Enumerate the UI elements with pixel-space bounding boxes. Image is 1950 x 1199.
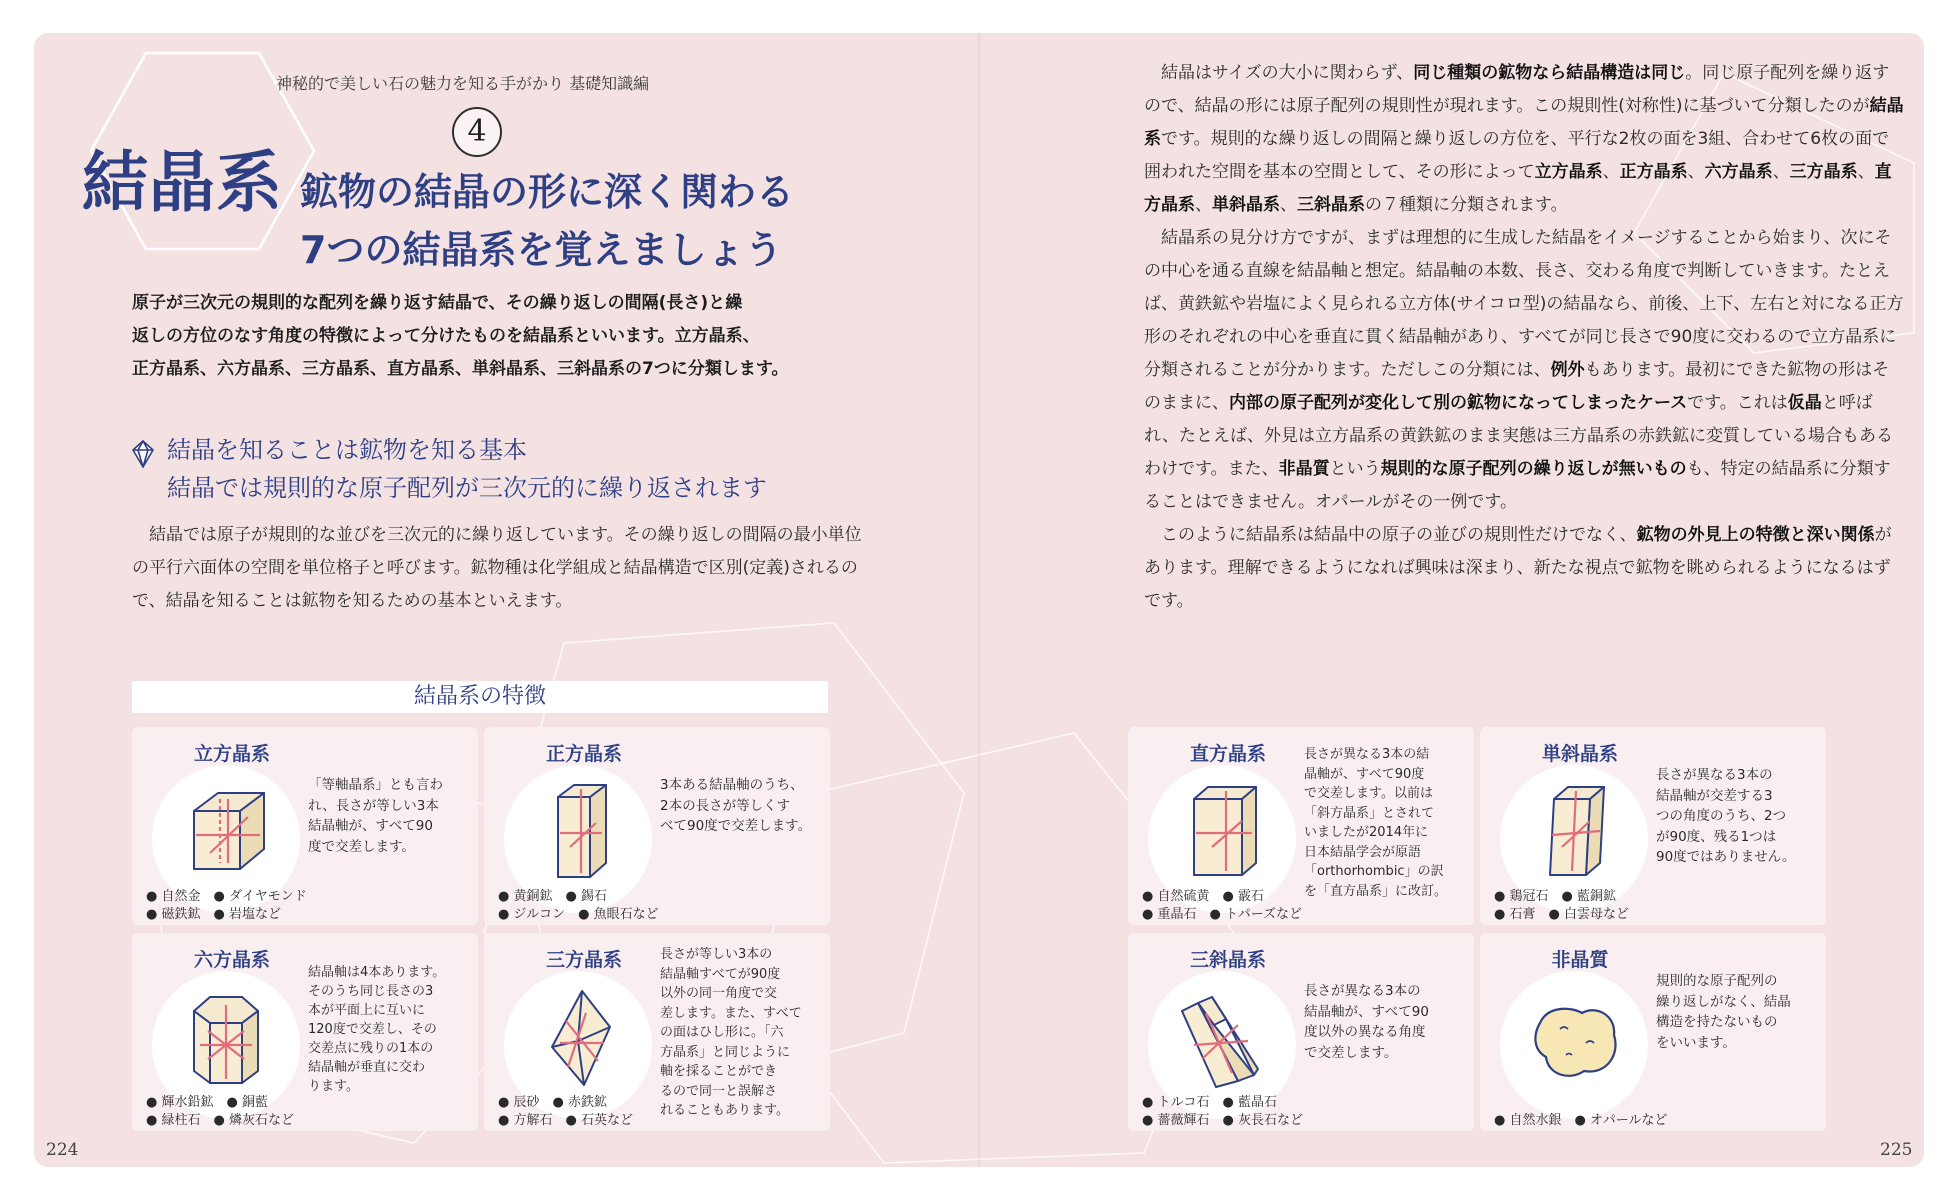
card-examples-2: ● 重晶石 ● トパーズなど — [1142, 907, 1303, 922]
chapter-number: 4 — [452, 107, 502, 157]
desc-line: 長さが等しい3本の — [660, 947, 773, 962]
amorphous-blob-icon — [1520, 983, 1630, 1093]
emphasis-text: 単斜晶系 — [1212, 195, 1280, 215]
desc-line: 結晶軸が、すべて90 — [1304, 1003, 1429, 1020]
card-title: 三方晶系 — [545, 949, 622, 971]
card-examples-2: ● ジルコン ● 魚眼石など — [498, 907, 659, 922]
card-description — [308, 963, 445, 1096]
desc-line: べて90度で交差します。 — [660, 818, 812, 834]
card-examples-2: ● 薔薇輝石 ● 灰長石など — [1142, 1113, 1303, 1128]
desc-line: 90度ではありません。 — [1656, 849, 1796, 865]
body-text: 、 — [1857, 162, 1875, 182]
card-examples-1: ● 黄銅鉱 ● 錫石 — [498, 889, 607, 904]
card-description — [1304, 745, 1447, 901]
desc-line: 構造を持たないもの — [1656, 1014, 1778, 1030]
emphasis-text: 六方晶系 — [1704, 162, 1773, 182]
paragraph-1 — [1144, 57, 1904, 222]
emphasis-text: 結晶系 — [1144, 96, 1904, 149]
card-examples-1: ● 辰砂 ● 赤鉄鉱 — [498, 1095, 607, 1110]
subheading-line-2: 結晶では規則的な原子配列が三次元的に繰り返されます — [167, 474, 767, 502]
emphasis-text: 非晶質 — [1278, 459, 1330, 479]
desc-line: 「等軸晶系」とも言わ — [308, 777, 443, 793]
card-examples-1: ● 自然硫黄 ● 霰石 — [1142, 889, 1264, 904]
book-spread — [34, 33, 1924, 1167]
card-trigonal — [484, 933, 830, 1131]
emphasis-text: 鉱物の外見上の特徴と深い関係 — [1636, 525, 1875, 545]
desc-line: るので同一と誤解さ — [660, 1083, 778, 1099]
emphasis-text: 正方晶系 — [1619, 162, 1688, 182]
card-examples-1: ● 輝水鉛鉱 ● 銅藍 — [146, 1095, 268, 1110]
series-title: 神秘的で美しい石の魅力を知る手がかり 基礎知識編 — [276, 74, 650, 93]
emphasis-text: 内部の原子配列が変化して別の鉱物になってしまったケース — [1229, 393, 1688, 413]
desc-line: 120度で交差し、その — [308, 1022, 437, 1037]
triclinic-crystal-icon — [1168, 983, 1278, 1093]
desc-line: 交差点に残りの1本の — [308, 1041, 434, 1056]
card-tetragonal — [484, 727, 830, 925]
card-title: 非晶質 — [1551, 949, 1609, 971]
body-text: という — [1329, 459, 1381, 479]
body-text: 、 — [1602, 162, 1620, 182]
desc-line: をいいます。 — [1656, 1034, 1736, 1051]
desc-line: 度以外の異なる角度 — [1304, 1024, 1426, 1040]
card-examples-2: ● 緑柱石 ● 燐灰石など — [146, 1113, 294, 1128]
emphasis-text: 三斜晶系 — [1297, 195, 1365, 215]
card-cubic — [132, 727, 478, 925]
lead-line-1: 原子が三次元の規則的な配列を繰り返す結晶で、その繰り返しの間隔(長さ)と繰 — [132, 293, 743, 313]
card-title: 単斜晶系 — [1541, 743, 1618, 765]
desc-line: 2本の長さが等しくす — [660, 797, 791, 814]
desc-line: 晶軸が、すべて90度 — [1304, 766, 1425, 782]
card-title: 立方晶系 — [193, 743, 270, 765]
card-examples-1: ● トルコ石 ● 藍晶石 — [1142, 1095, 1277, 1110]
subheading-line-1: 結晶を知ることは鉱物を知る基本 — [167, 436, 527, 464]
desc-line: 結晶軸が垂直に交わ — [308, 1060, 426, 1075]
desc-line: そのうち同じ長さの3 — [308, 984, 434, 999]
desc-line: 結晶軸が、すべて90 — [308, 818, 433, 834]
desc-line: 本が平面上に互いに — [308, 1003, 426, 1018]
desc-line: 繰り返しがなく、結晶 — [1656, 993, 1791, 1010]
main-heading — [300, 163, 794, 279]
card-description — [308, 775, 443, 857]
emphasis-text: 三方晶系 — [1789, 162, 1858, 182]
desc-line: を「直方晶系」に改訂。 — [1304, 883, 1448, 899]
desc-line: 長さが異なる3本の — [1656, 767, 1773, 783]
desc-line: 規則的な原子配列の — [1656, 973, 1778, 989]
page-number-right: 225 — [1880, 1140, 1913, 1160]
heading-line-1: 鉱物の結晶の形に深く関わる — [300, 170, 795, 214]
desc-line: 長さが異なる3本の結 — [1304, 747, 1430, 762]
card-examples-1: ● 自然金 ● ダイヤモンド — [146, 889, 307, 904]
desc-line: いましたが2014年に — [1304, 825, 1429, 840]
body-paragraph-left: 結晶では原子が規則的な並びを三次元的に繰り返しています。その繰り返しの間隔の最小単位の平行六面体の空間を単位格子と呼びます。鉱物種は化学組成と結晶構造で区別(定義)されるので、結晶を知ることは鉱物を知るための基本といえます。 — [132, 525, 862, 611]
body-text: も、特定の結晶系に分類することはできません。オパールがその一例です。 — [1144, 459, 1891, 512]
body-text: 、 — [1280, 195, 1297, 215]
body-text: 、 — [1687, 162, 1705, 182]
body-text: と呼ばれ、たとえば、外見は立方晶系の黄鉄鉱のまま実態は三方晶系の赤鉄鉱に変質している場合もあるわけです。また、 — [1144, 393, 1894, 479]
desc-line: 軸を採ることができ — [660, 1064, 778, 1079]
desc-line: 日本結晶学会が原語 — [1304, 844, 1422, 860]
body-text-right — [1144, 57, 1904, 618]
desc-line: ります。 — [308, 1079, 359, 1094]
body-text: 、 — [1195, 195, 1212, 215]
body-text: 。同じ原子配列を繰り返すので、結晶の形には原子配列の規則性が現れます。この規則性(対称性)に基づいて分類したのが — [1144, 63, 1890, 116]
table-title: 結晶系の特徴 — [132, 681, 828, 713]
body-text: の７種類に分類されます。 — [1365, 195, 1568, 215]
card-amorphous — [1480, 933, 1826, 1131]
desc-line: 方晶系」と同じように — [660, 1044, 791, 1060]
emphasis-text: 規則的な原子配列の繰り返しが無いもの — [1380, 459, 1687, 479]
desc-line: れ、長さが等しい3本 — [308, 797, 439, 814]
desc-line: 結晶軸すべてが90度 — [660, 966, 781, 982]
emphasis-text: 例外 — [1550, 360, 1585, 380]
card-examples-1: ● 自然水銀 ● オパールなど — [1494, 1113, 1668, 1128]
card-examples-2: ● 石膏 ● 白雲母など — [1494, 907, 1629, 922]
cubic-crystal-icon — [172, 777, 282, 887]
desc-line: れることもあります。 — [660, 1103, 789, 1118]
page-number-left: 224 — [46, 1140, 79, 1160]
desc-line: 「斜方晶系」とされて — [1304, 805, 1435, 821]
body-text: もあります。最初にできた鉱物の形はそのままに、 — [1144, 360, 1890, 413]
trigonal-crystal-icon — [524, 983, 634, 1093]
paragraph-3 — [1144, 519, 1904, 618]
card-monoclinic — [1480, 727, 1826, 925]
section-subheading — [130, 431, 767, 507]
body-text: です。規則的な繰り返しの間隔と繰り返しの方位を、平行な2枚の面を3組、合わせて6枚の面で囲われた空間を基本の空間として、その形によって — [1144, 129, 1890, 182]
desc-line: の面はひし形に。「六 — [660, 1025, 784, 1040]
card-orthorhombic — [1128, 727, 1474, 925]
desc-line: で交差します。以前は — [1304, 786, 1433, 801]
body-text: です。これは — [1687, 393, 1788, 413]
emphasis-text: 直方晶系 — [1144, 162, 1892, 215]
card-examples-2: ● 磁鉄鉱 ● 岩塩など — [146, 907, 281, 922]
body-text: 結晶はサイズの大小に関わらず、 — [1161, 63, 1414, 83]
heading-line-2: 7つの結晶系を覚えましょう — [300, 228, 783, 272]
card-hexagonal — [132, 933, 478, 1131]
monoclinic-crystal-icon — [1520, 777, 1630, 887]
card-description — [1304, 981, 1429, 1063]
orthorhombic-crystal-icon — [1168, 777, 1278, 887]
body-text: 結晶系の見分け方ですが、まずは理想的に生成した結晶をイメージすることから始まり、次にその中心を通る直線を結晶軸と想定。結晶軸の本数、長さ、交わる角度で判断していきます。たとえば、黄鉄鉱や岩塩によく見られる立方体(サイコロ型)の結晶なら、前後、上下、左右と対になる正方形のそれぞれの中心を垂直に貫く結晶軸があり、すべてが同じ長さで90度に交わるので立方晶系に分類されることが分かります。ただしこの分類には、 — [1144, 228, 1904, 380]
desc-line: で交差します。 — [1304, 1044, 1398, 1061]
desc-line: 「orthorhombic」の訳 — [1304, 864, 1444, 879]
desc-line: 度で交差します。 — [308, 838, 415, 855]
card-examples-2: ● 方解石 ● 石英など — [498, 1113, 633, 1128]
tetragonal-crystal-icon — [524, 777, 634, 887]
card-description — [1656, 765, 1796, 868]
desc-line: 以外の同一角度で交 — [660, 986, 778, 1001]
desc-line: つの角度のうち、2つ — [1656, 808, 1787, 824]
card-title: 直方晶系 — [1189, 743, 1266, 765]
emphasis-text: 同じ種類の鉱物なら結晶構造は同じ — [1413, 63, 1686, 83]
card-description — [660, 775, 811, 837]
card-examples-1: ● 鶏冠石 ● 藍銅鉱 — [1494, 889, 1616, 904]
desc-line: 3本ある結晶軸のうち、 — [660, 777, 804, 793]
card-description — [660, 945, 802, 1121]
card-title: 三斜晶系 — [1189, 949, 1266, 971]
lead-line-2: 返しの方位のなす角度の特徴によって分けたものを結晶系といいます。立方晶系、 — [132, 326, 760, 346]
card-triclinic — [1128, 933, 1474, 1131]
card-title: 正方晶系 — [545, 743, 622, 765]
paragraph-2 — [1144, 222, 1904, 519]
page-title: 結晶系 — [82, 144, 283, 221]
body-text: 、 — [1772, 162, 1790, 182]
desc-line: 差します。また、すべて — [660, 1005, 802, 1021]
emphasis-text: 仮晶 — [1787, 393, 1822, 413]
body-text: があります。理解できるようになれば興味は深まり、新たな視点で鉱物を眺められるようになるはずです。 — [1144, 525, 1892, 611]
emphasis-text: 立方晶系 — [1534, 162, 1603, 182]
desc-line: 結晶軸が交差する3 — [1656, 787, 1773, 804]
desc-line: 結晶軸は4本あります。 — [308, 965, 446, 980]
body-text: このように結晶系は結晶中の原子の並びの規則性だけでなく、 — [1161, 525, 1637, 545]
hexagonal-crystal-icon — [172, 983, 282, 1093]
desc-line: 長さが異なる3本の — [1304, 983, 1421, 999]
card-title: 六方晶系 — [193, 949, 270, 971]
lead-line-3: 正方晶系、六方晶系、三方晶系、直方晶系、単斜晶系、三斜晶系の7つに分類します。 — [132, 359, 789, 379]
desc-line: が90度、残る1つは — [1656, 828, 1777, 845]
card-description — [1656, 971, 1791, 1053]
lead-paragraph — [132, 287, 884, 386]
